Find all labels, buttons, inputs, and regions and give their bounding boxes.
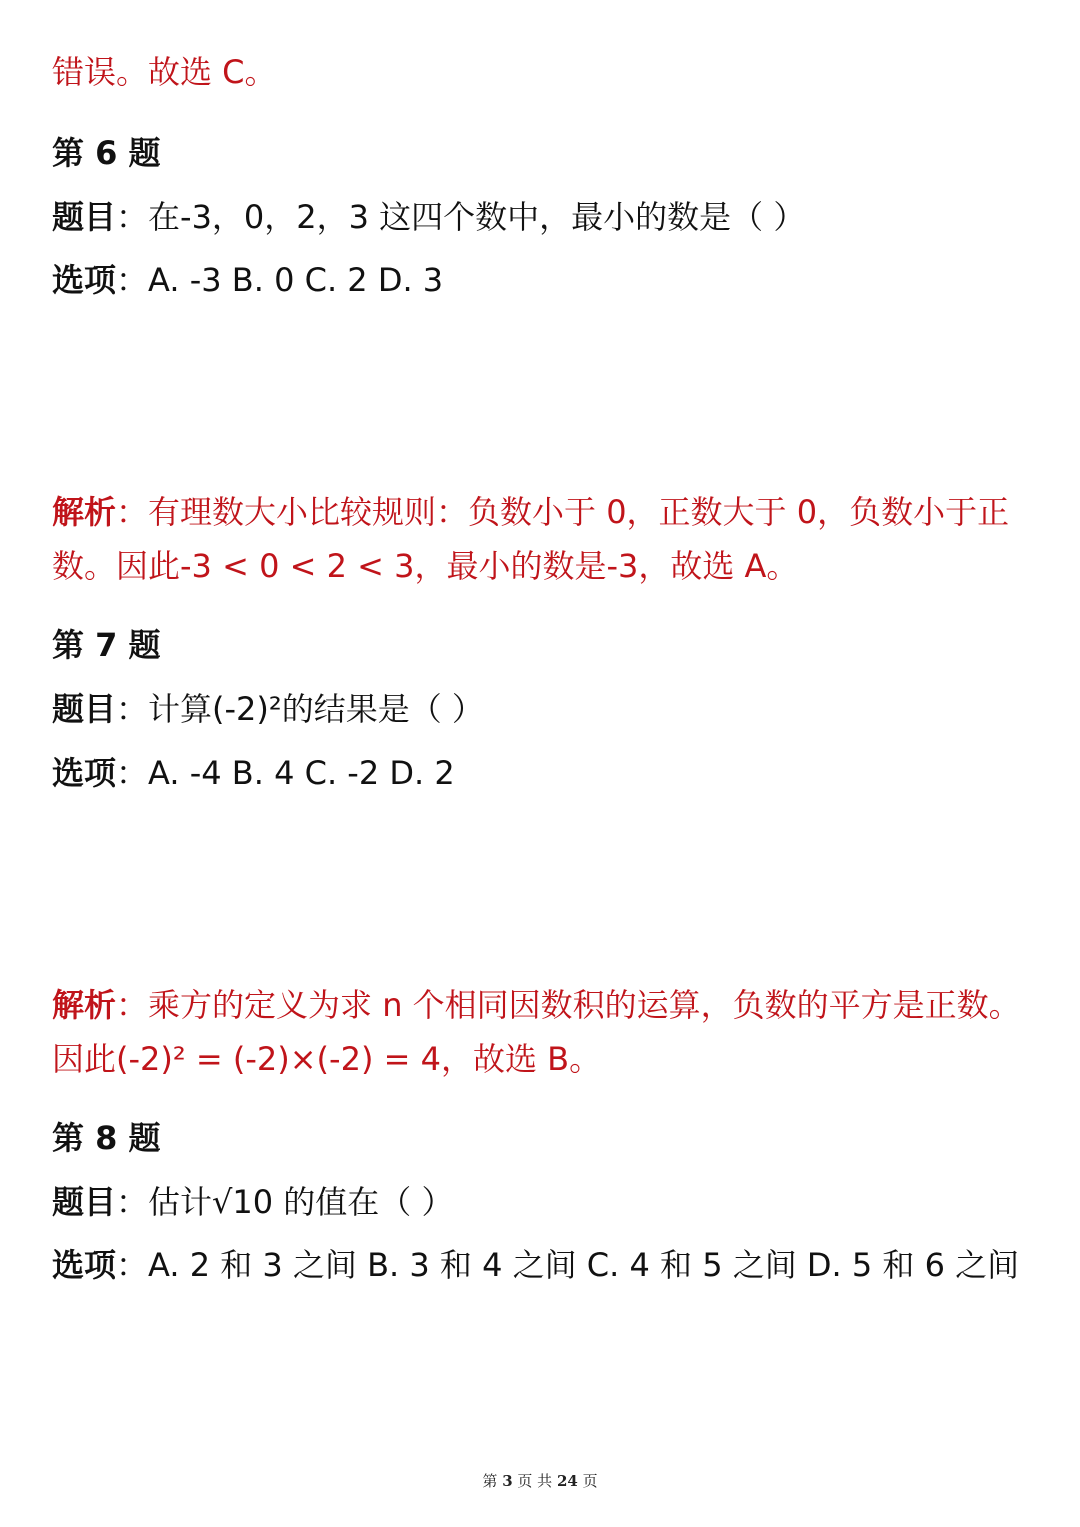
options-label: 选项: [52, 1246, 117, 1284]
analysis-text: ：乘方的定义为求 n 个相同因数积的运算，负数的平方是正数。因此(-2)² = (-2)×(-2) = 4，故选 B。: [52, 986, 1021, 1078]
analysis-label: 解析: [52, 986, 117, 1024]
footer-middle: 页 共: [512, 1472, 557, 1490]
page-footer: [0, 1470, 1080, 1491]
question-8-prompt: [52, 1182, 453, 1222]
options-label: 选项: [52, 261, 117, 299]
options-label: 选项: [52, 754, 117, 792]
question-6-options: [52, 260, 443, 300]
question-7-options: [52, 753, 455, 793]
footer-prefix: 第: [482, 1472, 503, 1490]
analysis-text: ：有理数大小比较规则：负数小于 0，正数大于 0，负数小于正数。因此-3 < 0 < 2 < 3，最小的数是-3，故选 A。: [52, 493, 1010, 585]
question-6-heading: 第 6 题: [52, 134, 161, 172]
total-page-count: 24: [556, 1472, 578, 1490]
question-text: ：在-3，0，2，3 这四个数中，最小的数是（ ）: [116, 198, 806, 236]
question-label: 题目: [52, 690, 117, 728]
options-text: ：A. -4 B. 4 C. -2 D. 2: [116, 754, 455, 792]
question-6-prompt: [52, 197, 805, 237]
footer-suffix: 页: [577, 1472, 598, 1490]
question-8-options: [52, 1245, 1019, 1285]
question-label: 题目: [52, 1183, 117, 1221]
options-text: ：A. -3 B. 0 C. 2 D. 3: [116, 261, 444, 299]
question-6-analysis: [52, 485, 1032, 593]
previous-conclusion: 错误。故选 C。: [52, 53, 277, 91]
current-page-number: 3: [502, 1472, 513, 1490]
options-text: ：A. 2 和 3 之间 B. 3 和 4 之间 C. 4 和 5 之间 D. 5 和 6 之间: [116, 1246, 1020, 1284]
question-text: ：估计√10 的值在（ ）: [116, 1183, 454, 1221]
question-label: 题目: [52, 198, 117, 236]
question-7-prompt: [52, 689, 484, 729]
question-7-heading: 第 7 题: [52, 626, 161, 664]
question-8-heading: 第 8 题: [52, 1119, 161, 1157]
analysis-label: 解析: [52, 493, 117, 531]
question-text: ：计算(-2)²的结果是（ ）: [116, 690, 484, 728]
question-7-analysis: [52, 978, 1032, 1086]
